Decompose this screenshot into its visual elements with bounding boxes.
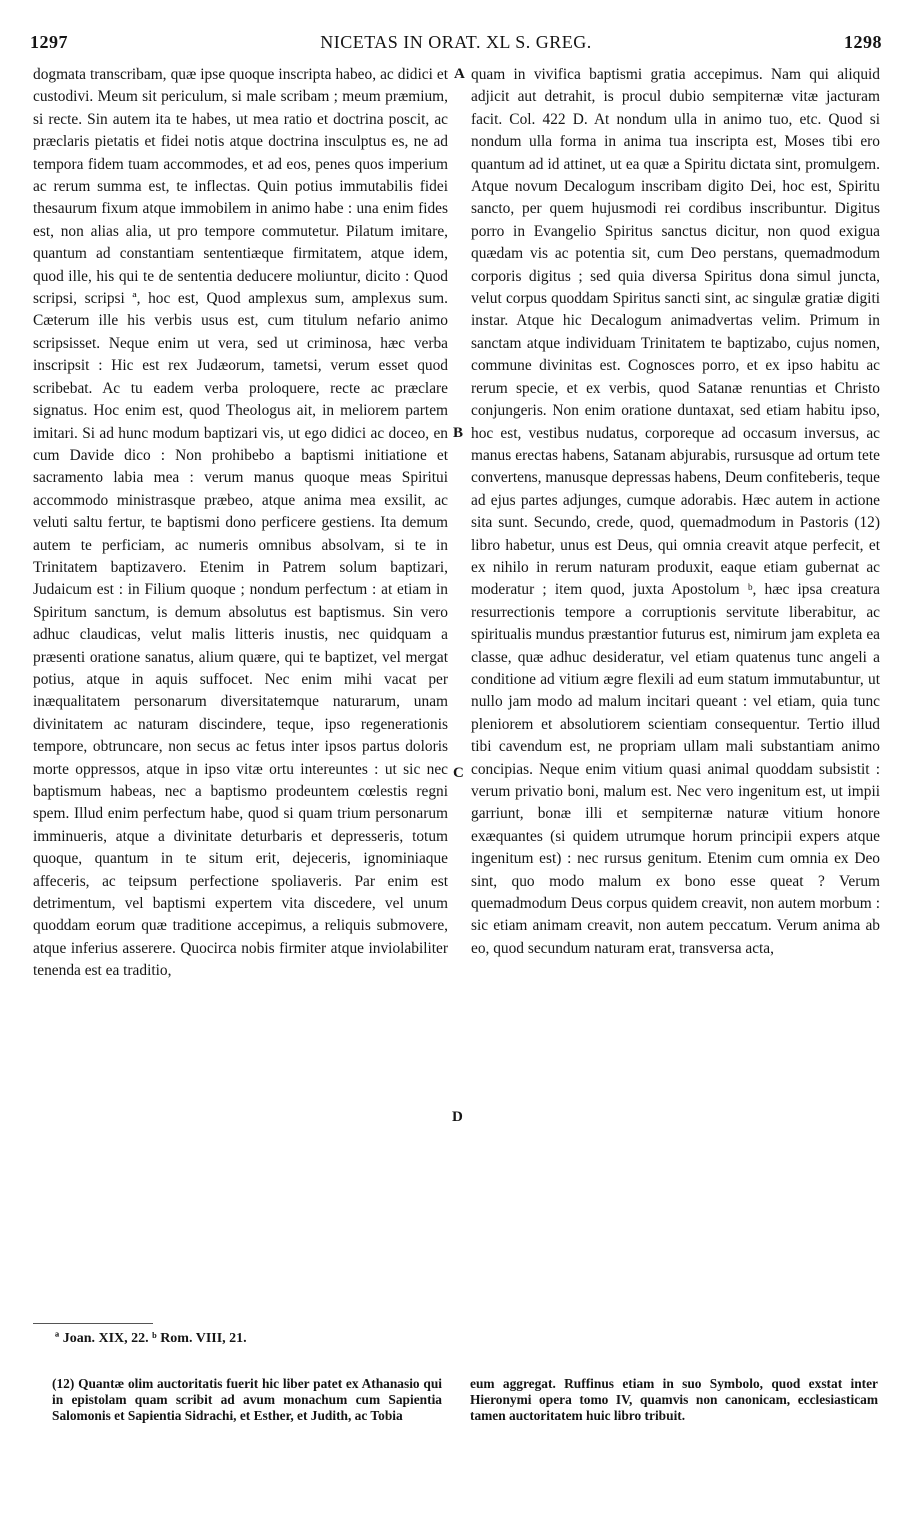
margin-marker-a: A bbox=[454, 66, 465, 82]
margin-marker-d: D bbox=[452, 1109, 463, 1125]
editor-note-right: eum aggregat. Ruffinus etiam in suo Symbolo, quod exstat inter Hieronymi opera tomo IV, quamvis non canonicam, ecclesiasticam tamen auctoritatem huic libro tribuit. bbox=[470, 1376, 878, 1424]
page-number-right: 1298 bbox=[844, 32, 882, 52]
page-number-left: 1297 bbox=[30, 32, 68, 52]
editor-note-left: (12) Quantæ olim auctoritatis fuerit hic liber patet ex Athanasio qui in epistolam quam scribit ad avum monachum cum Sapientia Salomonis et Sapientia Sidrachi, et Esther, et Judith, ac Tobia bbox=[52, 1376, 442, 1424]
right-column-text: quam in vivifica baptismi gratia accepimus. Nam qui aliquid adjicit aut detrahit, is procul dubio sempiternæ vitæ jacturam facit. Col. 422 D. At nondum ulla in animo tuo, etc. Quod si nondum ulla forma in anima tua inscripta est, Moses tibi ero quantum ad id attinet, ut ea quæ a Spiritu dictata sint, promulgem. Atque novum Decalogum inscribam digito Dei, hoc est, Spiritu sancto, per quem hujusmodi rei cordibus inscribuntur. Digitus porro in Evangelio Spiritus sanctus dicitur, non quod exigua quædam vis ac potentia sit, cum Deo perstans, quemadmodum corporis digitus ; sed quia diversa Spiritus dona simul juncta, velut corpus quoddam Spiritus sancti sint, ac singulæ gratiæ digiti instar. Atque hic Decalogum animadvertas velim. Primum in sanctam atque individuam Trinitatem te baptizabo, cujus nomen, commune divinitas est. Cognosces porro, et ex ipso habitu ac rerum specie, et ex verbis, quod Satanæ renuntias et Christo conjungeris. Non enim oratione duntaxat, sed etiam habitu ipso, hoc est, vestibus nudatus, corporeque ad occasum inversus, ac manus erectas habens, Satanam abjurabis, rursusque ad ortum tete convertens, manusque depressas habens, Deum confiteberis, teque ad ejus partes adjunges, cumque adorabis. Hæc autem in actione sita sunt. Secundo, crede, quod, quemadmodum in Pastoris (12) libro habetur, unus est Deus, qui omnia creavit atque perfecit, et ex nihilo in rerum naturam produxit, eaque etiam gubernat ac moderatur ; item quod, juxta Apostolum ᵇ, hæc ipsa creatura resurrectionis tempore a corruptionis servitute liberabitur, ac spiritualis mundus præstantior futurus est, nimirum jam expleta ea classe, quæ adhuc desideratur, vel etiam quatenus tunc angeli a conditione ad vitium ægre flexili ad eum statum immutabuntur, ut nullo jam modo ad malum incitari queant : vel etiam, quia tunc pleniorem et absolutiorem scientiam consequentur. Tertio illud tibi cavendum est, ne propriam ullam mali substantiam animo concipias. Neque enim vitium quasi animal quoddam subsistit : verum privatio boni, malum est. Nec vero ingenitum est, ut impii garriunt, bonæ illi et sempiternæ naturæ vitium honore exæquantes (si quidem utrumque horum principii expers atque ingenitum est) : nec rursus genitum. Etenim cum omnia ex Deo sint, quo modo malum ex bono esse queat ? Verum quemadmodum Deus corpus quidem creavit, non autem morbum : sic etiam animam creavit, non autem peccatum. Verum anima ab eo, quod secundum naturam erat, transversa acta, bbox=[471, 66, 881, 957]
running-head: NICETAS IN ORAT. XL S. GREG. bbox=[320, 32, 592, 52]
margin-marker-b: B bbox=[453, 425, 464, 441]
left-column-text: dogmata transcribam, quæ ipse quoque inscripta habeo, ac didici et custodivi. Meum sit periculum, si male scribam ; meum præmium, si recte. Sin autem ita te habes, ut mea ratio et doctrina poscit, ac præclaris pietatis et fidei notis atque doctrina insculptus es, ne ad tempora fidem tuam accommodes, et ad eos, penes quos imperium ac rerum summa est, te inflectas. Quin potius immutabilis fidei thesaurum fixum atque immobilem in animo habe : una enim fides est, non alias alia, ut pro tempore commutetur. Pilatum imitare, quantum ad constantiam sententiæque firmitatem, atque idem, quod ille, his qui te de sententia deducere moliuntur, dicito : Quod scripsi, scripsi ª, hoc est, Quod amplexus sum, amplexus sum. Cæterum ille his verbis usus est, cum titulum nefario animo scripsisset. Neque enim ut vera, sed ut criminosa, hæc verba inscripsit : Hic est rex Judæorum, tametsi, verum esset quod scribebat. Ac tu eadem verba proloquere, recte ac præclare signatus. Hoc enim est, quod Theologus ait, in meliorem partem imitari. Si ad hunc modum baptizari vis, ut ego didici ac doceo, en cum Davide dico : Non prohibebo a baptismi initiatione et sacramento labia mea : verum manus quoque meas Spiritui accommodo ministrasque præbeo, atque anima mea exsilit, ac veluti saltu fertur, te baptismi dono perficere gestiens. Ita demum autem te perficiam, ac numeris omnibus absolvam, si te in Trinitatem baptizavero. Etenim in Patrem solum baptizari, Judaicum est : in Filium quoque ; nondum perfectum : at etiam in Spiritum sanctum, is demum absolutus est baptismus. Sin vero adhuc claudicas, velut malis litteris inustis, nec quidquam a præsenti oratione sanatus, alium quære, qui te baptizet, vel mergat potius, atque in aquis suffocet. Nec enim mihi vacat per inæqualitatem personarum diversitatemque naturarum, unam divinitatem ac naturam discindere, teque, ipso regenerationis tempore, obtruncare, non secus ac fetus inter ipsos partus doloris morte oppressos, atque in ipso vitæ ortu intereuntes : ut sic nec baptismum habeas, nec a baptismo prodeuntem cœlestis regni spem. Illud enim perfectum habe, quod si quam trium personarum imminueris, atque a divinitate deturbaris et depresseris, totum quoque, quantum in te situm erit, dejeceris, ignominiaque affeceris, ac teipsum perfectione spoliaveris. Par enim est detrimentum, vel baptismi expertem vita discedere, vel unum quoddam eorum quæ traditione accepimus, a reliquis submovere, atque inferius asserere. Quocirca nobis firmiter atque inviolabiliter tenenda est ea traditio, bbox=[33, 66, 448, 980]
footnote-divider bbox=[33, 1323, 153, 1324]
margin-marker-c: C bbox=[453, 765, 464, 781]
scripture-footnotes: ª Joan. XIX, 22. ᵇ Rom. VIII, 21. bbox=[55, 1331, 247, 1346]
page-header bbox=[30, 32, 882, 62]
